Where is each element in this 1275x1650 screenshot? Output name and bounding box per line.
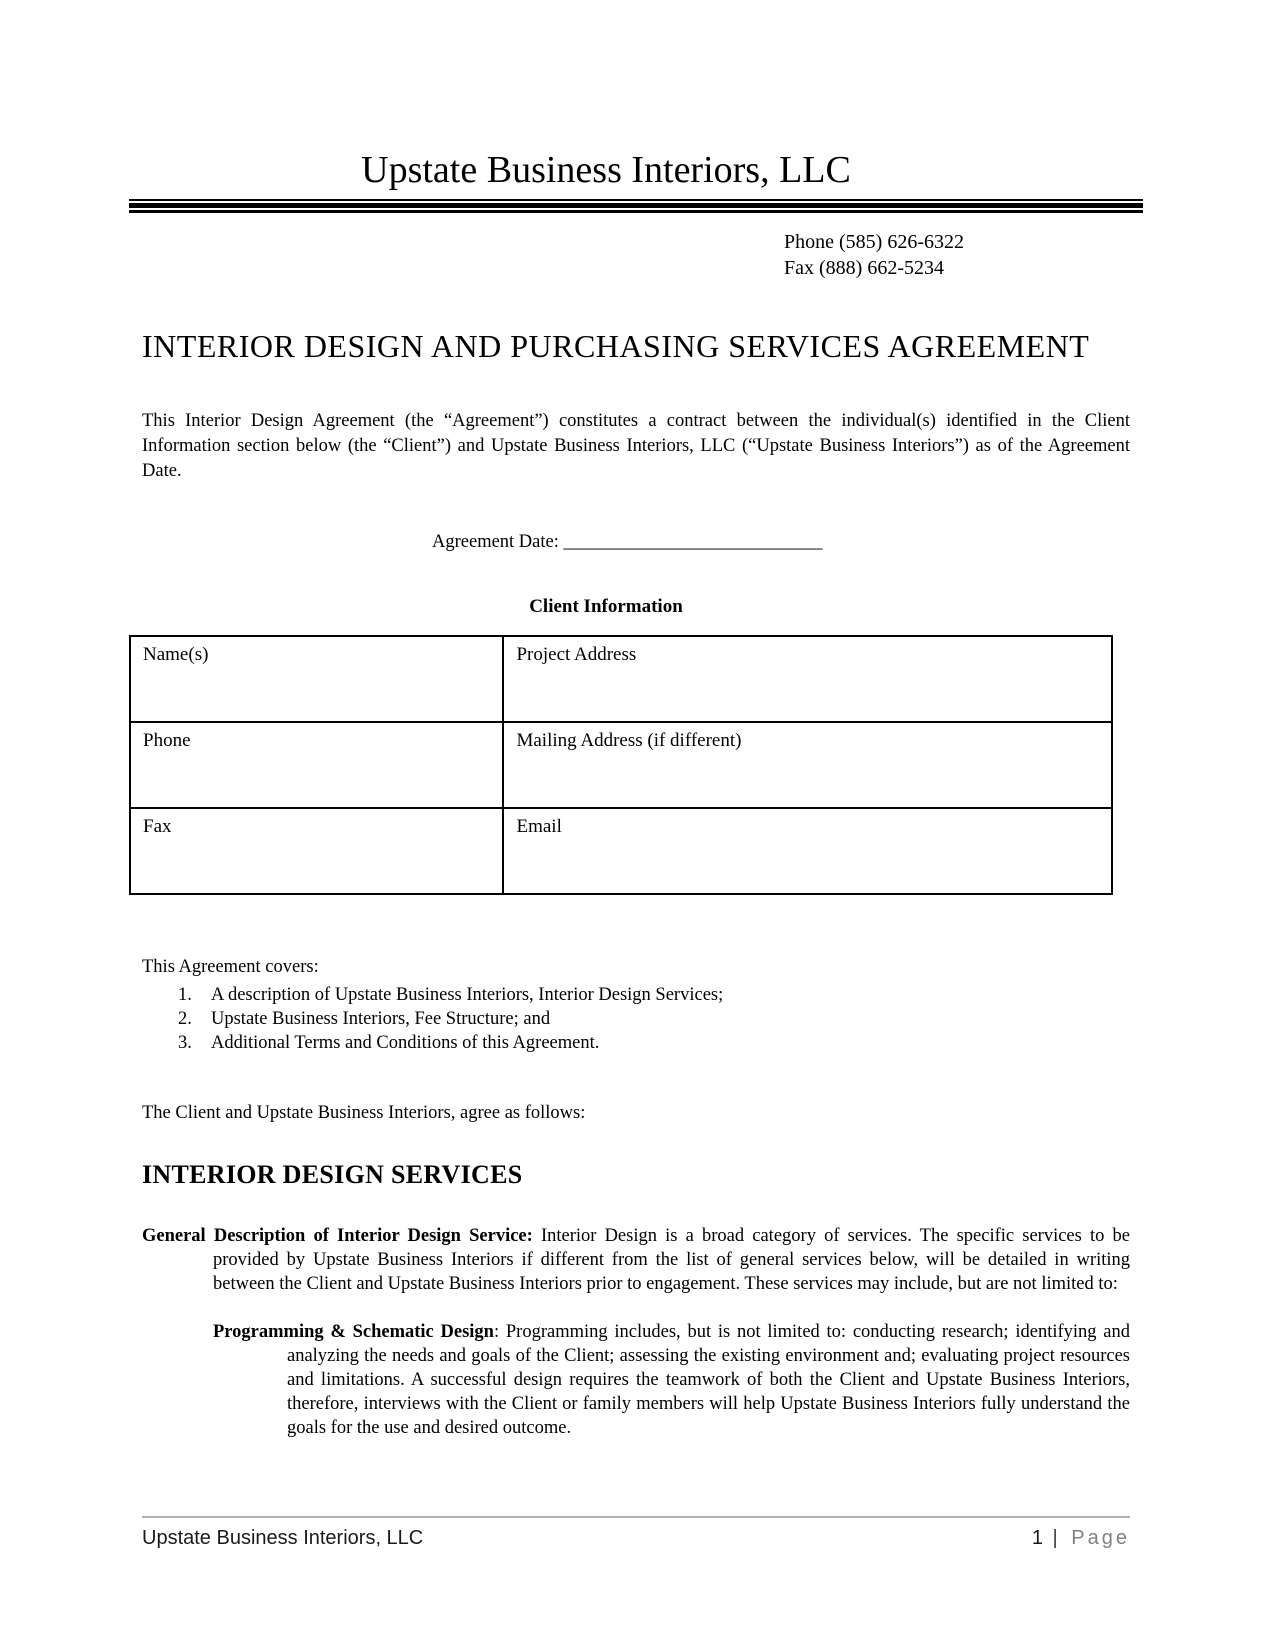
phone-line: Phone (585) 626-6322 xyxy=(784,231,964,253)
table-row xyxy=(130,636,1112,722)
divider-line-thin-bottom xyxy=(129,210,1143,213)
page-footer xyxy=(142,1516,1130,1550)
list-item-number: 2. xyxy=(178,1009,192,1029)
company-letterhead-title: Upstate Business Interiors, LLC xyxy=(361,149,851,191)
cell-project-address[interactable]: Project Address xyxy=(503,636,1112,722)
cell-email[interactable]: Email xyxy=(503,808,1112,894)
programming-schematic-label: Programming & Schematic Design xyxy=(213,1322,494,1342)
footer-page-number: 1 xyxy=(1031,1527,1043,1549)
footer-page-indicator xyxy=(1032,1526,1130,1550)
footer-company-name: Upstate Business Interiors, LLC xyxy=(142,1527,424,1549)
cell-fax[interactable]: Fax xyxy=(130,808,503,894)
table-row xyxy=(130,722,1112,808)
agreement-date-label: Agreement Date: xyxy=(432,532,559,552)
intro-paragraph: This Interior Design Agreement (the “Agreement”) constitutes a contract between the individual(s) identified in the Client Information section below (the “Client”) and Upstate Business Interiors, LLC (“Upstate Business Interiors”) as of the Agreement Date. xyxy=(142,411,1130,481)
document-title: INTERIOR DESIGN AND PURCHASING SERVICES AGREEMENT xyxy=(142,328,1090,364)
general-description-paragraph xyxy=(142,1224,1130,1296)
client-information-heading: Client Information xyxy=(529,596,683,617)
table-row xyxy=(130,808,1112,894)
agreement-covers-section xyxy=(142,955,1130,1055)
letterhead-divider xyxy=(129,199,1143,213)
interior-design-services-heading: INTERIOR DESIGN SERVICES xyxy=(142,1160,523,1189)
cell-phone[interactable]: Phone xyxy=(130,722,503,808)
list-item-text: Additional Terms and Conditions of this Agreement. xyxy=(211,1033,600,1053)
cell-names[interactable]: Name(s) xyxy=(130,636,503,722)
agreement-date-line xyxy=(432,530,1130,555)
covers-intro: This Agreement covers: xyxy=(142,957,319,977)
fax-line: Fax (888) 662-5234 xyxy=(784,257,944,279)
agreement-date-blank-field[interactable]: ____________________________ xyxy=(563,532,823,552)
footer-separator: | xyxy=(1052,1527,1058,1549)
list-item-text: Upstate Business Interiors, Fee Structure; and xyxy=(211,1009,551,1029)
programming-schematic-text: : Programming includes, but is not limited to: conducting research; identifying and analyzing the needs and goals of the Client; assessing the existing environment and; evaluating project resources and limitations. A successful design requires the teamwork of both the Client and Upstate Business Interiors, therefore, interviews with the Client or family members will help Upstate Business Interiors fully understand the goals for the use and desired outcome. xyxy=(287,1322,1130,1438)
general-description-label: General Description of Interior Design Service: xyxy=(142,1226,533,1246)
client-information-table xyxy=(129,635,1113,895)
general-description-text: Interior Design is a broad category of services. The specific services to be provided by Upstate Business Interiors if different from the list of general services below, will be detailed in writing between the Client and Upstate Business Interiors prior to engagement. These services may include, but are not limited to: xyxy=(213,1226,1130,1294)
covers-list xyxy=(142,983,1130,1055)
cell-mailing-address[interactable]: Mailing Address (if different) xyxy=(503,722,1112,808)
footer-page-word: Page xyxy=(1071,1527,1130,1549)
contact-block xyxy=(784,229,1130,281)
list-item xyxy=(142,1007,1130,1031)
list-item xyxy=(142,1031,1130,1055)
list-item xyxy=(142,983,1130,1007)
agree-as-follows-line: The Client and Upstate Business Interiors, agree as follows: xyxy=(142,1103,586,1123)
programming-schematic-paragraph xyxy=(142,1320,1130,1440)
list-item-number: 1. xyxy=(178,985,192,1005)
list-item-number: 3. xyxy=(178,1033,192,1053)
list-item-text: A description of Upstate Business Interiors, Interior Design Services; xyxy=(211,985,724,1005)
